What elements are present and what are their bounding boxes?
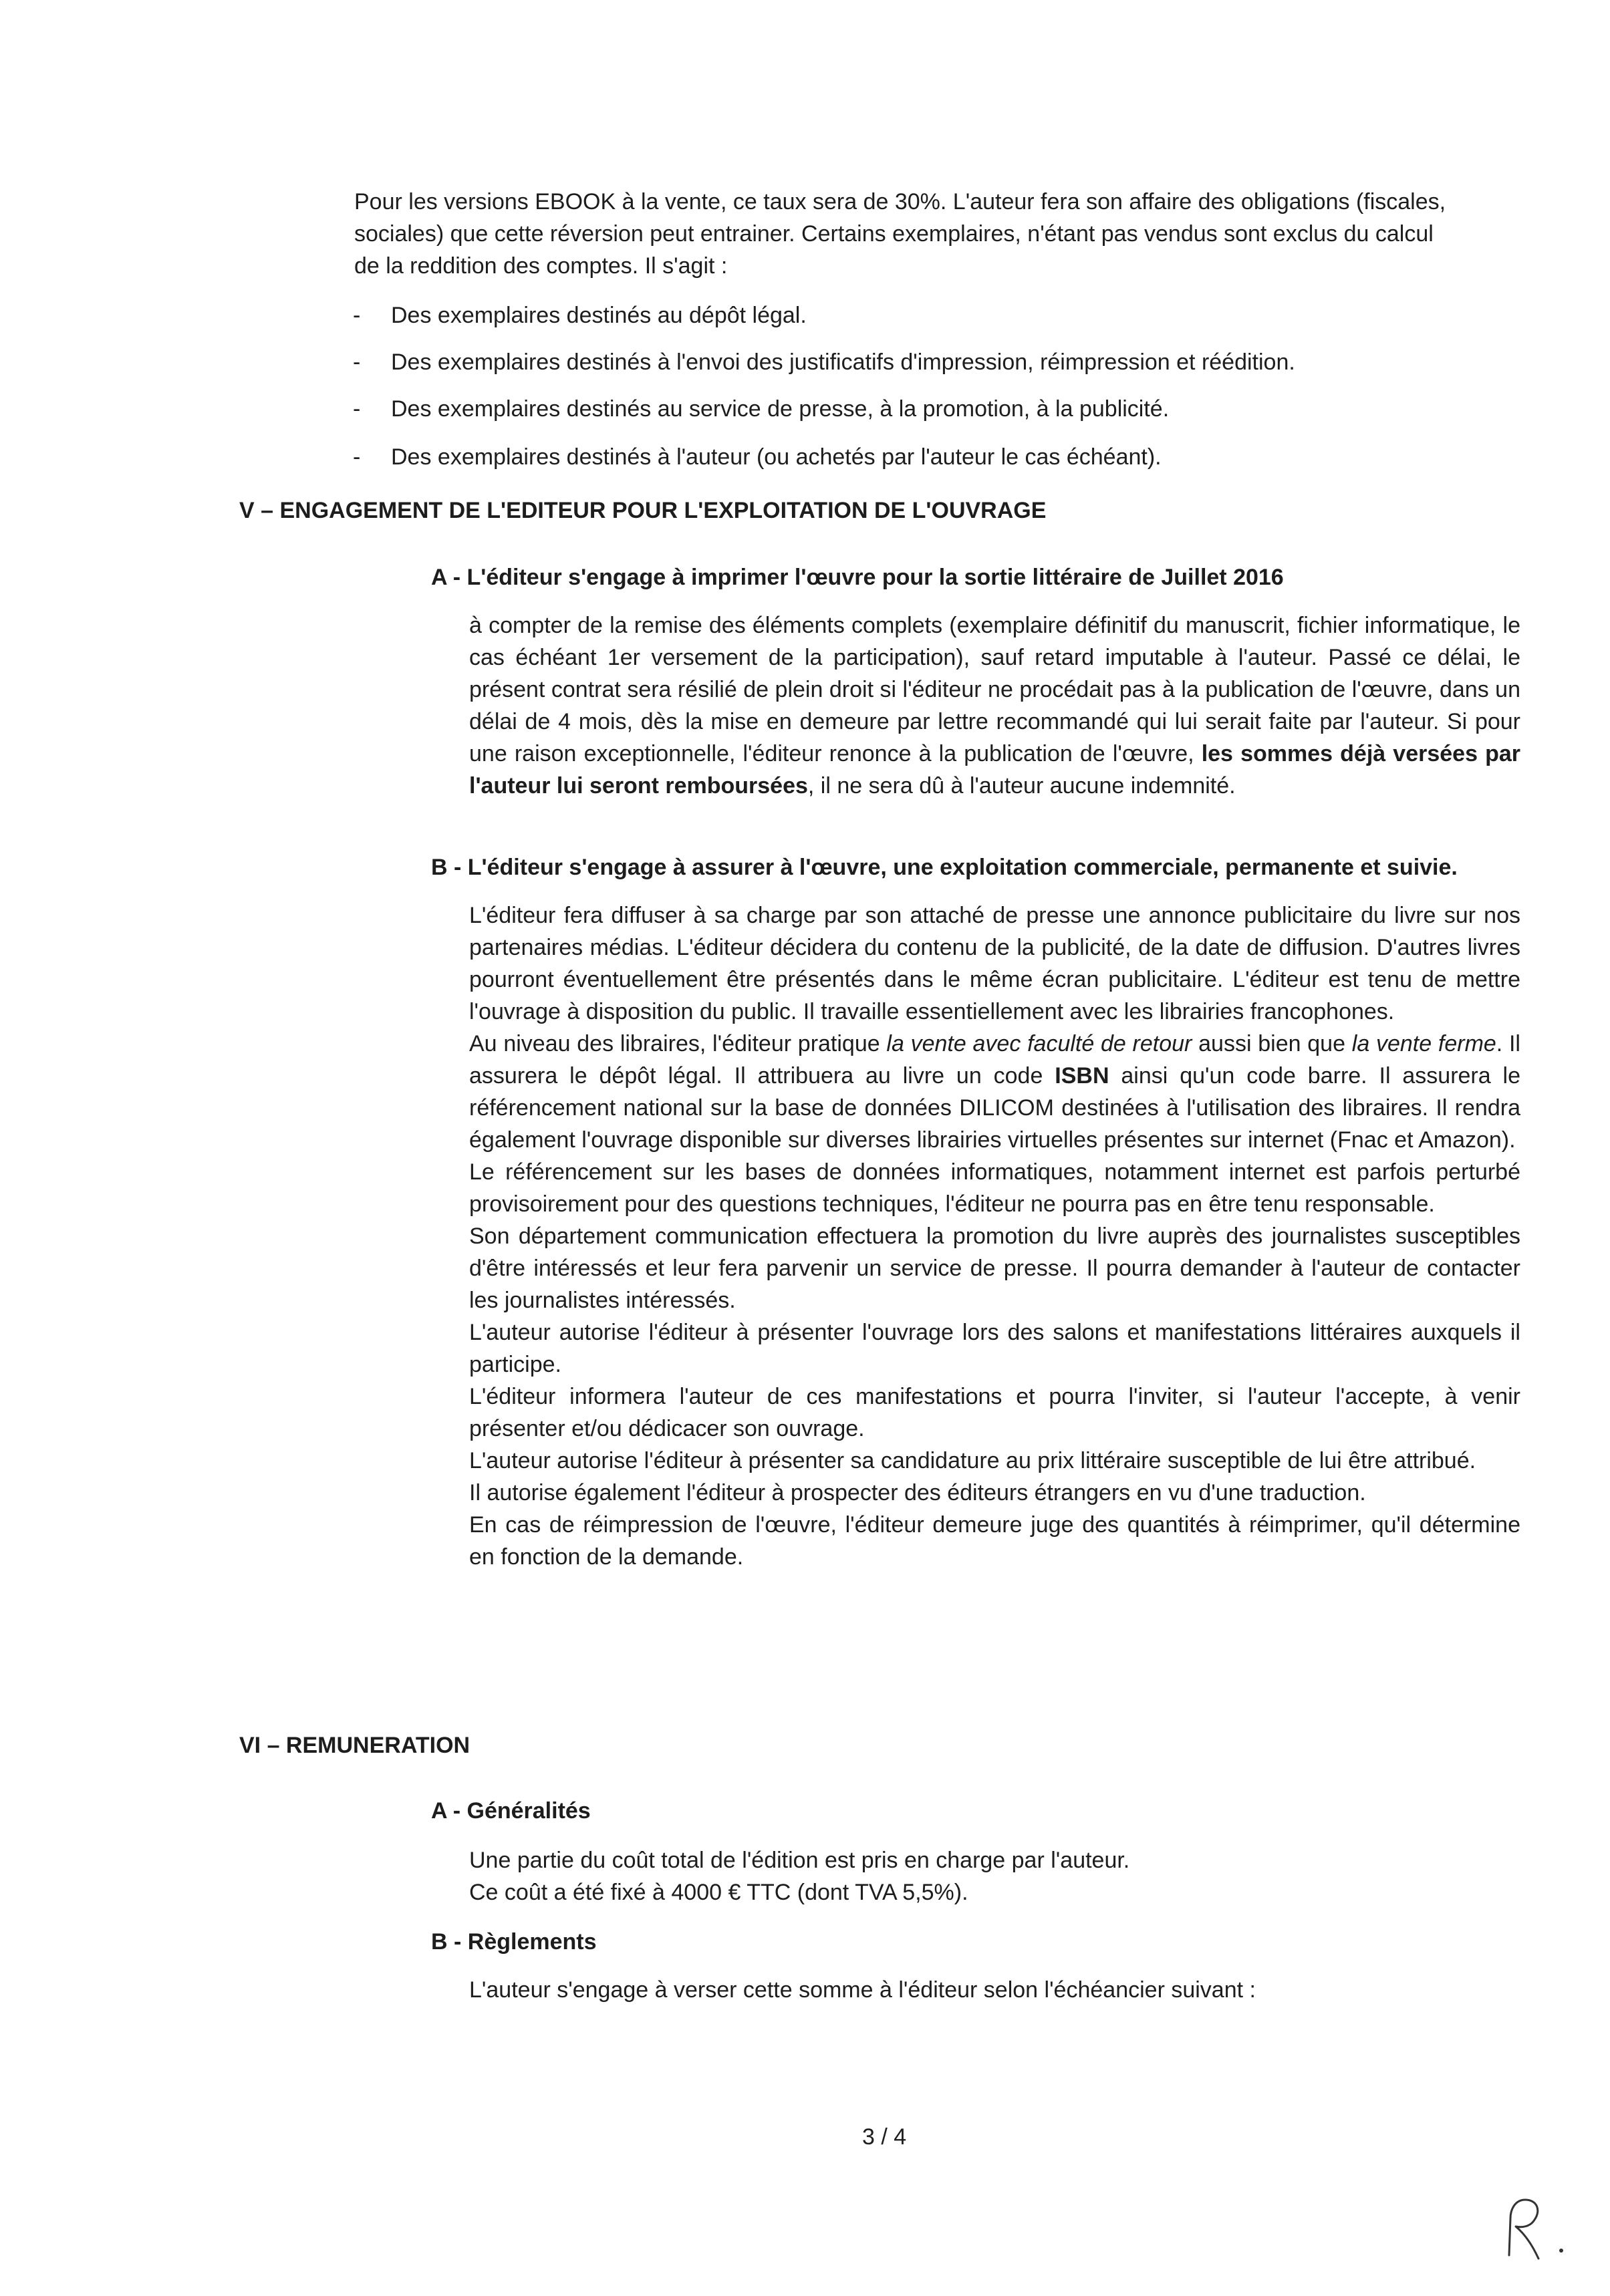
- intro-line-2: sociales) que cette réversion peut entrainer. Certains exemplaires, n'étant pas vendus sont exclus du calcul: [354, 221, 1434, 247]
- page-number: 3 / 4: [862, 2124, 907, 2150]
- section-6a-body: [469, 1844, 1520, 1908]
- cost-amount-line: Ce coût a été fixé à 4000 € TTC (dont TVA 5,5%).: [469, 1880, 968, 1905]
- section-6-title: VI – REMUNERATION: [239, 1733, 471, 1758]
- section-5b-paragraph-9: En cas de réimpression de l'œuvre, l'éditeur demeure juge des quantités à réimprimer, qu'il détermine en fonction de la demande.: [469, 1512, 1520, 1570]
- section-5-title: V – ENGAGEMENT DE L'EDITEUR POUR L'EXPLOITATION DE L'OUVRAGE: [239, 498, 1047, 523]
- bullet-dash: -: [353, 444, 361, 470]
- italic-run: la vente avec faculté de retour: [886, 1031, 1192, 1056]
- text-run: aussi bien que: [1198, 1031, 1346, 1056]
- list-item: [0, 441, 1610, 473]
- section-5b-paragraph-6: L'éditeur informera l'auteur de ces manifestations et pourra l'inviter, si l'auteur l'accepte, à venir présenter et/ou dédicacer son ouvrage.: [469, 1384, 1520, 1441]
- section-5b-paragraph-3: Le référencement sur les bases de données informatiques, notamment internet est parfois perturbé provisoirement pour des questions techniques, l'éditeur ne pourra pas en être tenu responsable.: [469, 1159, 1520, 1217]
- intro-line-3: de la reddition des comptes. Il s'agit :: [354, 253, 728, 279]
- section-5a-text: [469, 609, 1520, 802]
- text-run: . Il assurera le dépôt légal. Il attribuera au livre un code: [469, 1031, 1520, 1089]
- section-5b-paragraph-7: L'auteur autorise l'éditeur à présenter sa candidature au prix littéraire susceptible de lui être attribué.: [469, 1448, 1476, 1473]
- bullet-dash: -: [353, 303, 361, 328]
- list-item-text: Des exemplaires destinés au service de presse, à la promotion, à la publicité.: [391, 396, 1170, 422]
- list-item-text: Des exemplaires destinés à l'envoi des justificatifs d'impression, réimpression et réédition.: [391, 349, 1295, 375]
- section-5b-paragraph-1: L'éditeur fera diffuser à sa charge par son attaché de presse une annonce publicitaire du livre sur nos partenaires médias. L'éditeur décidera du contenu de la publicité, de la date de diffusion. D'autres livres pourront éventuellement être présentés dans le même écran publicitaire. L'éditeur est tenu de mettre l'ouvrage à disposition du public. Il travaille essentiellement avec les librairies francophones.: [469, 903, 1520, 1024]
- cost-share-line: Une partie du coût total de l'édition est pris en charge par l'auteur.: [469, 1848, 1130, 1873]
- list-item-text: Des exemplaires destinés à l'auteur (ou achetés par l'auteur le cas échéant).: [391, 444, 1162, 470]
- section-5b-paragraph-2: [469, 1028, 1520, 1156]
- section-5b-body: [469, 899, 1520, 1573]
- section-5a-text-start: à compter de la remise des éléments complets (exemplaire définitif du manuscrit, fichier informatique, le cas échéant 1er versement de la participation), sauf retard imputable à l'auteur. Passé ce délai, le présent contrat sera résilié de plein droit si l'éditeur ne procédait pas à la publication de l'œuvre, dans un délai de 4 mois, dès la mise en demeure par lettre recommandé qui lui serait faite par l'auteur. Si pour une raison exceptionnelle, l'éditeur renonce à la publication de l'œuvre,: [469, 613, 1520, 766]
- list-item: [0, 299, 1610, 331]
- list-item-text: Des exemplaires destinés au dépôt légal.: [391, 303, 807, 328]
- isbn-label: ISBN: [1055, 1063, 1109, 1089]
- handwritten-initial: [1497, 2192, 1577, 2265]
- section-6a-title: A - Généralités: [431, 1798, 591, 1824]
- list-item: [0, 393, 1610, 425]
- section-6b-title: B - Règlements: [431, 1929, 597, 1955]
- section-5b-paragraph-8: Il autorise également l'éditeur à prospecter des éditeurs étrangers en vu d'une traduction.: [469, 1480, 1366, 1505]
- text-run: Au niveau des libraires, l'éditeur pratique: [469, 1031, 880, 1056]
- section-5b-paragraph-5: L'auteur autorise l'éditeur à présenter l'ouvrage lors des salons et manifestations littéraires auxquels il participe.: [469, 1320, 1520, 1377]
- refund-clause: les sommes déjà versées par l'auteur lui seront remboursées: [469, 741, 1521, 799]
- section-5a-text-end: , il ne sera dû à l'auteur aucune indemnité.: [807, 773, 1236, 799]
- section-5a-title: A - L'éditeur s'engage à imprimer l'œuvre pour la sortie littéraire de Juillet 2016: [431, 565, 1284, 590]
- section-5b-paragraph-4: Son département communication effectuera la promotion du livre auprès des journalistes susceptibles d'être intéressés et leur fera parvenir un service de presse. Il pourra demander à l'auteur de contacter les journalistes intéressés.: [469, 1224, 1520, 1313]
- list-item: [0, 346, 1610, 378]
- payment-schedule-line: L'auteur s'engage à verser cette somme à l'éditeur selon l'échéancier suivant :: [469, 1977, 1256, 2003]
- bullet-dash: -: [353, 396, 361, 422]
- section-5b-title: B - L'éditeur s'engage à assurer à l'œuvre, une exploitation commerciale, permanente et suivie.: [431, 855, 1458, 880]
- bullet-dash: -: [353, 349, 361, 375]
- text-run: ainsi qu'un code barre. Il assurera le référencement national sur la base de données DILICOM destinées à l'utilisation des libraires. Il rendra également l'ouvrage disponible sur diverses librairies virtuelles présentes sur internet (Fnac et Amazon).: [469, 1063, 1521, 1153]
- italic-run: la vente ferme: [1351, 1031, 1496, 1056]
- intro-line-1: Pour les versions EBOOK à la vente, ce taux sera de 30%. L'auteur fera son affaire des obligations (fiscales,: [354, 189, 1446, 214]
- intro-paragraph: [354, 186, 1520, 282]
